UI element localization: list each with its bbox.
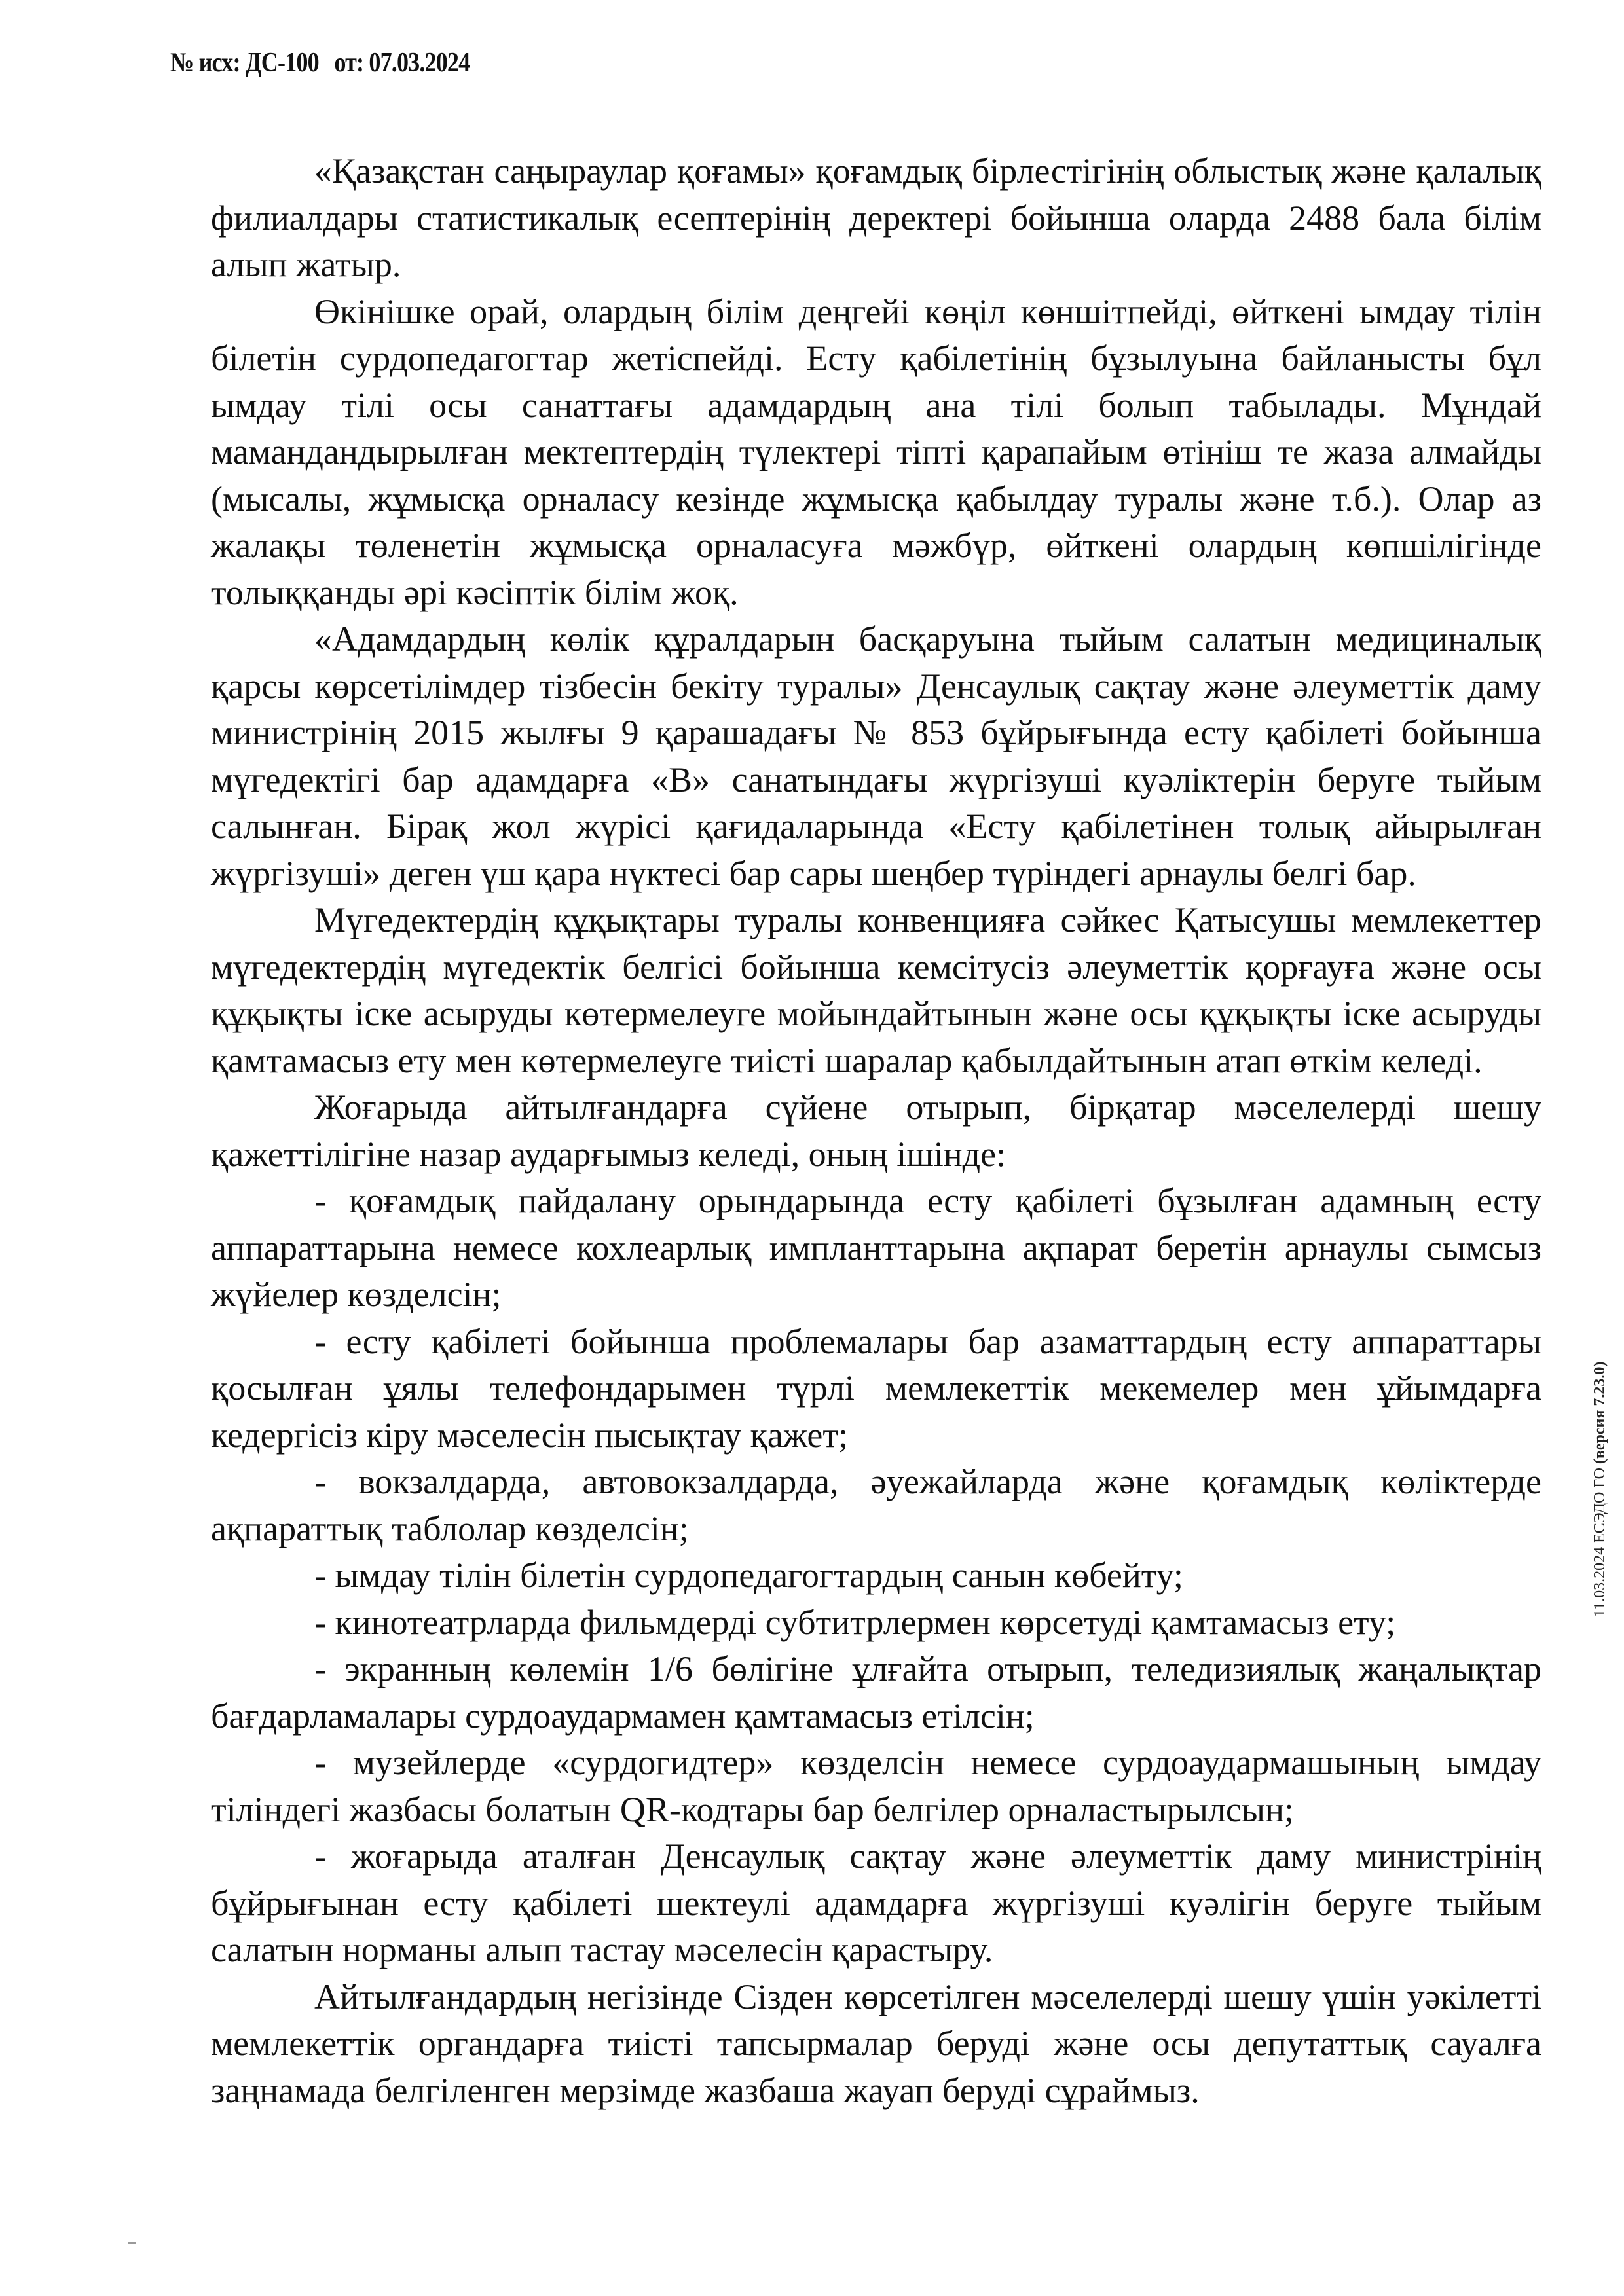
paragraph-convention: Мүгедектердің құқықтары туралы конвенцияға сәйкес Қатысушы мемлекеттер мүгедектердің мүгедектік белгісі бойынша кемсітусіз әлеуметтік қорғауға және осы құқықты іске асыруды көтермелеуге мойындайтынын және осы құқықты іске асыруды қамтамасыз ету мен көтермелеуге тиісті шаралар қабылдайтынын атап өткім келеді. xyxy=(211,900,1541,1080)
edms-stamp xyxy=(1591,1362,1609,1617)
proposals-list xyxy=(211,1178,1541,1974)
scan-mark xyxy=(128,2242,136,2244)
list-item: - ымдау тілін білетін сурдопедагогтардың санын көбейту; xyxy=(314,1556,1183,1595)
paragraph-driving-restriction: «Адамдардың көлік құралдарын басқаруына тыйым салатын медициналық қарсы көрсетілімдер тізбесін бекіту туралы» Денсаулық сақтау және әлеуметтік даму министрінің 2015 жылғы 9 қарашадағы № 853 бұйрығында есту қабілеті бойынша мүгедектігі бар адамдарға «В» санатындағы жүргізуші куәліктерін беруге тыйым салынған. Бірақ жол жүрісі қағидаларында «Есту қабілетінен толық айырылған жүргізуші» деген үш қара нүктесі бар сары шеңбер түріндегі арнаулы белгі бар. xyxy=(211,619,1541,893)
document-body xyxy=(211,148,1541,2114)
list-item: - кинотеатрларда фильмдерді субтитрлермен көрсетуді қамтамасыз ету; xyxy=(314,1602,1396,1642)
list-item: - экранның көлемін 1/6 бөлігіне ұлғайта отырып, теледизиялық жаңалықтар бағдарламалары сурдоаудармамен қамтамасыз етілсін; xyxy=(211,1649,1541,1736)
outgoing-number: № исх: ДС-100 xyxy=(170,48,319,78)
list-item: - вокзалдарда, автовокзалдарда, әуежайларда және қоғамдық көліктерде ақпараттық таблолар көзделсін; xyxy=(211,1462,1541,1548)
list-item: - музейлерде «сурдогидтер» көзделсін немесе сурдоаудармашының ымдау тіліндегі жазбасы болатын QR-кодтары бар белгілер орналастырылсын; xyxy=(211,1743,1541,1829)
paragraph-proposals-intro: Жоғарыда айтылғандарға сүйене отырып, бірқатар мәселелерді шешу қажеттілігіне назар аударғымыз келеді, оның ішінде: xyxy=(211,1087,1541,1174)
document-date: от: 07.03.2024 xyxy=(334,48,470,78)
list-item: - қоғамдық пайдалану орындарында есту қабілеті бұзылған адамның есту аппараттарына немесе кохлеарлық импланттарына ақпарат беретін арнаулы сымсыз жүйелер көзделсін; xyxy=(211,1181,1541,1314)
list-item: - жоғарыда аталған Денсаулық сақтау және әлеуметтік даму министрінің бұйрығынан есту қабілеті шектеулі адамдарға жүргізуші куәлігін беруге тыйым салатын норманы алып тастау мәселесін қарастыру. xyxy=(211,1836,1541,1969)
list-item: - есту қабілеті бойынша проблемалары бар азаматтардың есту аппараттары қосылған ұялы телефондарымен түрлі мемлекеттік мекемелер мен ұйымдарға кедергісіз кіру мәселесін пысықтау қажет; xyxy=(211,1321,1541,1455)
edms-stamp-version: (версия 7.23.0) xyxy=(1591,1361,1608,1465)
paragraph-statistics: «Қазақстан саңыраулар қоғамы» қоғамдық бірлестігінің облыстық және қалалық филиалдары статистикалық есептерінің деректері бойынша оларда 2488 бала білім алып жатыр. xyxy=(211,151,1541,284)
paragraph-request: Айтылғандардың негізінде Сізден көрсетілген мәселелерді шешу үшін уәкілетті мемлекеттік органдарға тиісті тапсырмалар беруді және осы депутаттық сауалға заңнамада белгіленген мерзімде жазбаша жауап беруді сұраймыз. xyxy=(211,1977,1541,2110)
paragraph-education-level: Өкінішке орай, олардың білім деңгейі көңіл көншітпейді, өйткені ымдау тілін білетін сурдопедагогтар жетіспейді. Есту қабілетінің бұзылуына байланысты бұл ымдау тілі осы санаттағы адамдардың ана тілі болып табылады. Мұндай мамандандырылған мектептердің түлектері тіпті қарапайым өтініш те жаза алмайды (мысалы, жұмысқа орналасу кезінде жұмысқа қабылдау туралы және т.б.). Олар аз жалақы төленетін жұмысқа орналасуға мәжбүр, өйткені олардың көпшілігінде толыққанды әрі кәсіптік білім жоқ. xyxy=(211,291,1541,612)
document-reference xyxy=(170,47,470,79)
edms-stamp-text: 11.03.2024 ЕСЭДО ГО xyxy=(1591,1468,1608,1617)
